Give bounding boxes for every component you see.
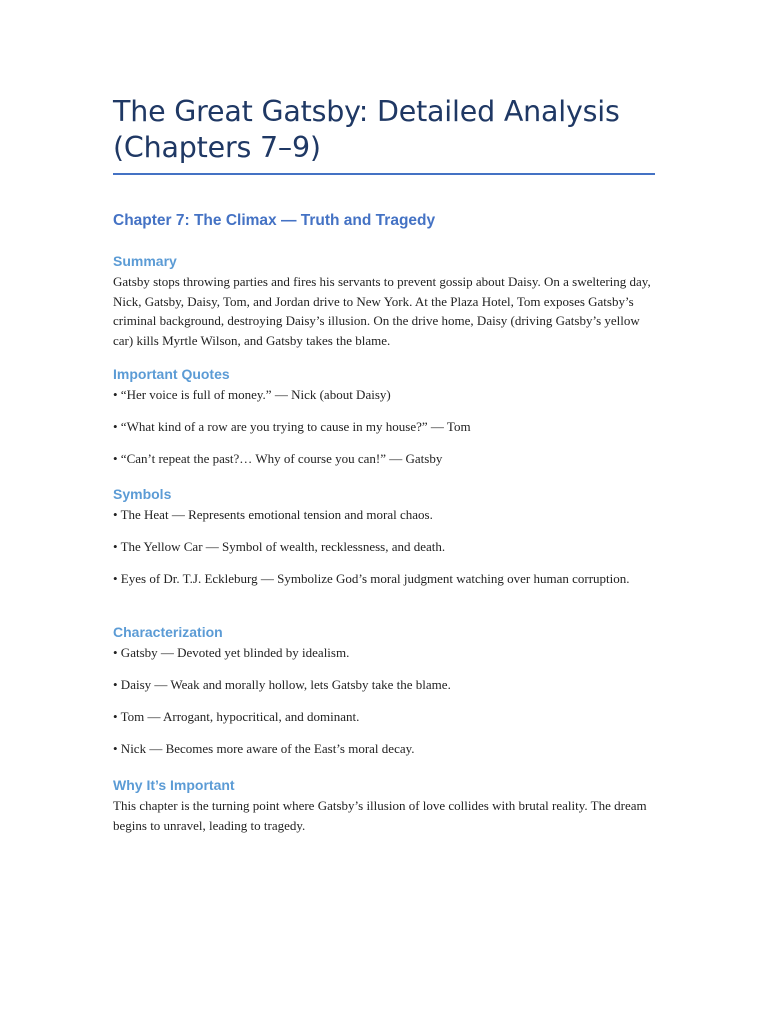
- document-body: [113, 94, 655, 833]
- quote-item: • “What kind of a row are you trying to cause in my house?” — Tom: [113, 419, 471, 434]
- symbol-item: • The Yellow Car — Symbol of wealth, recklessness, and death.: [113, 539, 446, 554]
- quote-item: • “Can’t repeat the past?… Why of course you can!” — Gatsby: [113, 451, 443, 466]
- symbols-heading: Symbols: [113, 486, 172, 502]
- characterization-heading: Characterization: [113, 624, 223, 640]
- character-item: • Gatsby — Devoted yet blinded by idealism.: [113, 645, 350, 660]
- document-title: [113, 94, 655, 166]
- symbol-item: • The Heat — Represents emotional tension and moral chaos.: [113, 507, 433, 522]
- importance-heading: Why It’s Important: [113, 777, 235, 793]
- chapter-heading: Chapter 7: The Climax — Truth and Tragedy: [113, 212, 436, 229]
- importance-paragraph: This chapter is the turning point where Gatsby’s illusion of love collides with brutal reality. The dream begins to unravel, leading to tragedy.: [113, 798, 647, 833]
- character-item: • Nick — Becomes more aware of the East’s moral decay.: [113, 741, 415, 756]
- symbol-item: • Eyes of Dr. T.J. Eckleburg — Symbolize God’s moral judgment watching over human corruption.: [113, 571, 630, 586]
- summary-heading: Summary: [113, 253, 177, 269]
- character-item: • Tom — Arrogant, hypocritical, and dominant.: [113, 709, 360, 724]
- quotes-heading: Important Quotes: [113, 366, 230, 382]
- title-underline: [113, 173, 655, 175]
- summary-paragraph: Gatsby stops throwing parties and fires his servants to prevent gossip about Daisy. On a sweltering day, Nick, Gatsby, Daisy, Tom, and Jordan drive to New York. At the Plaza Hotel, Tom exposes Gatsby’s criminal background, destroying Daisy’s illusion. On the drive home, Daisy (driving Gatsby’s yellow car) kills Myrtle Wilson, and Gatsby takes the blame.: [113, 274, 651, 348]
- character-item: • Daisy — Weak and morally hollow, lets Gatsby take the blame.: [113, 677, 451, 692]
- quote-item: • “Her voice is full of money.” — Nick (about Daisy): [113, 387, 391, 402]
- document-title-line-1: The Great Gatsby: Detailed Analysis: [113, 95, 620, 128]
- document-title-line-2: (Chapters 7–9): [113, 131, 321, 164]
